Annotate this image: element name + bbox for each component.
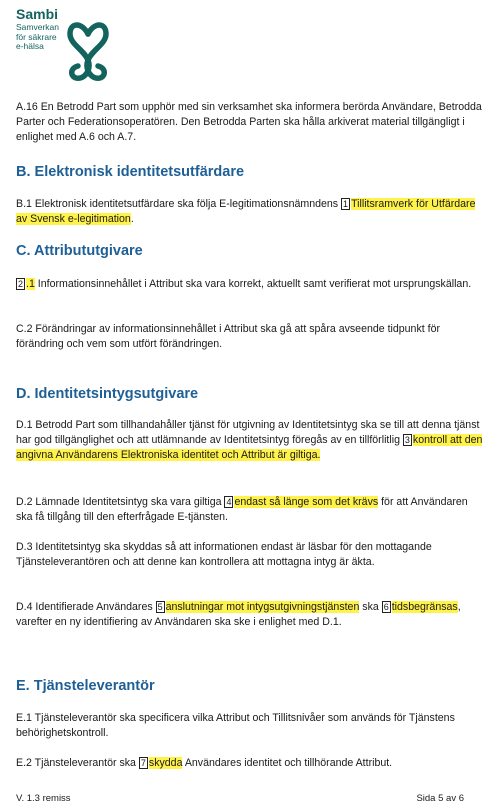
- paragraph-e2: E.2 Tjänsteleverantör ska 7 skydda Användares identitet och tillhörande Attribut.: [16, 757, 393, 769]
- highlighted-text: tidsbegränsas: [391, 601, 458, 613]
- highlighted-text: .1: [26, 278, 35, 290]
- highlighted-text: Tillitsramverk för Utfärdare av Svensk e-legitimation: [16, 198, 476, 225]
- highlighted-text: skydda: [148, 757, 183, 769]
- comment-marker[interactable]: 1: [343, 199, 349, 209]
- paragraph-d1: D.1 Betrodd Part som tillhandahåller tjänst för utgivning av Identitetsintyg ska se till att denna tjänst har god tillgänglighet och att utlämnande av Identitetsintyg föregås av en tillförlitlig 3 kontroll att den angivna Användarens Elektroniska identitet och Attribut är giltiga.: [16, 419, 483, 461]
- paragraph-b1: B.1 Elektronisk identitetsutfärdare ska följa E-legitimationsnämndens 1 Tillitsramverk för Utfärdare av Svensk e-legitimation.: [16, 198, 476, 225]
- highlighted-text: kontroll att den angivna Användarens Elektroniska identitet och Attribut är giltiga.: [16, 434, 483, 461]
- paragraph-c1: 2 .1 Informationsinnehållet i Attribut ska vara korrekt, aktuellt samt verifierat mot ursprungskällan.: [18, 278, 472, 290]
- heading-section-d: D. Identitetsintygsutgivare: [16, 386, 199, 402]
- paragraph-e1: E.1 Tjänsteleverantör ska specificera vilka Attribut och Tillitsnivåer som används för Tjänstens behörighetskontroll.: [16, 712, 455, 739]
- comment-marker[interactable]: 5: [157, 602, 163, 612]
- highlighted-text: endast så länge som det krävs: [234, 496, 379, 508]
- highlighted-text: anslutningar mot intygsutgivningstjänsten: [165, 601, 360, 613]
- logo-name: Sambi: [16, 6, 59, 22]
- heading-section-b: B. Elektronisk identitetsutfärdare: [16, 164, 245, 180]
- comment-marker[interactable]: 7: [140, 758, 146, 768]
- comment-marker[interactable]: 6: [383, 602, 389, 612]
- footer-version: V. 1.3 remiss: [16, 793, 71, 804]
- paragraph-a16: A.16 En Betrodd Part som upphör med sin verksamhet ska informera berörda Användare, Betrodda Parter och Federationsoperatören. Den Betrodda Parten ska hålla arkiverat material tillgängligt i enlighet med A.6 och A.7.: [16, 101, 482, 143]
- comment-marker[interactable]: 2: [18, 279, 24, 289]
- heart-knot-icon: [64, 8, 112, 84]
- comment-marker[interactable]: 3: [404, 435, 410, 445]
- heading-section-c: C. Attribututgivare: [16, 243, 143, 259]
- sambi-logo: [14, 6, 124, 84]
- heading-section-e: E. Tjänsteleverantör: [16, 678, 155, 694]
- logo-tagline: Samverkan för säkrare e-hälsa: [16, 22, 59, 51]
- footer-page-number: Sida 5 av 6: [416, 793, 464, 804]
- paragraph-d4: D.4 Identifierade Användares 5 anslutningar mot intygsutgivningstjänsten ska 6 tidsbegränsas, varefter en ny identifiering av Användaren ska ske i enlighet med D.1.: [16, 601, 461, 628]
- paragraph-d3: D.3 Identitetsintyg ska skyddas så att informationen endast är läsbar för den mottagande Tjänsteleverantören och att denne kan kontrollera att mottagna intyg är äkta.: [16, 541, 432, 568]
- comment-marker[interactable]: 4: [226, 497, 232, 507]
- paragraph-c2: C.2 Förändringar av informationsinnehållet i Attribut ska gå att spåra avseende tidpunkt för förändring och vem som utfört förändringen.: [16, 323, 440, 350]
- paragraph-d2: D.2 Lämnade Identitetsintyg ska vara giltiga 4 endast så länge som det krävs för att Användaren ska få tillgång till den efterfrågade E-tjänsten.: [16, 496, 468, 523]
